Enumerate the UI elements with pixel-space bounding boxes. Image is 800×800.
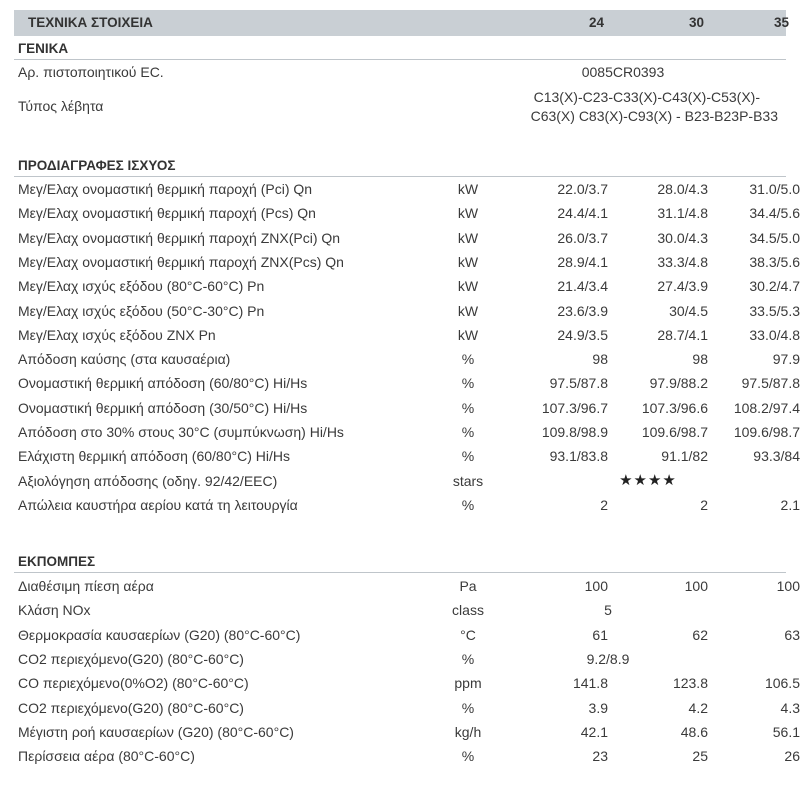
table-row — [18, 371, 800, 395]
value-col-24: 24.9/3.5 — [557, 326, 608, 343]
value-col-30: 2 — [700, 496, 708, 513]
value-col-30: 30/4.5 — [669, 302, 708, 319]
value-col-24: 42.1 — [580, 723, 608, 740]
value-col-35: 100 — [776, 578, 800, 594]
value-col-24: 97.5/87.8 — [549, 375, 608, 392]
value-col-35: 33.0/4.8 — [749, 326, 800, 343]
table-row — [18, 744, 800, 768]
value-col-30: 30.0/4.3 — [657, 229, 708, 246]
value-col-30: 33.3/4.8 — [657, 253, 708, 270]
table-row — [18, 696, 800, 720]
row-label: Περίσσεια αέρα (80°C-60°C) — [18, 748, 195, 765]
value-col-35: 106.5 — [764, 675, 800, 692]
boiler-type-line-1: C13(X)-C23-C33(X)-C43(X)-C53(X)- — [533, 89, 760, 105]
row-label: Αξιολόγηση απόδοσης (οδηγ. 92/42/EEC) — [18, 472, 278, 489]
value-col-30: 91.1/82 — [661, 448, 708, 465]
row-label: Μεγ/Ελαχ ονομαστική θερμική παροχή ZNX(Pcs) Qn — [18, 253, 344, 270]
value-col-24: 98 — [592, 351, 608, 368]
table-row — [18, 647, 788, 671]
table-row — [18, 671, 800, 695]
value-col-24: 109.8/98.9 — [541, 424, 608, 440]
value-all-models: 9.2/8.9 — [586, 650, 630, 667]
row-unit: % — [461, 650, 475, 667]
row-unit: kW — [457, 278, 479, 295]
row-unit: % — [461, 448, 475, 465]
table-row — [18, 177, 800, 201]
row-label: Μεγ/Ελαχ ονομαστική θερμική παροχή ZNX(Pci) Qn — [18, 229, 341, 246]
value-col-30: 109.6/98.7 — [641, 424, 708, 440]
row-unit: kW — [457, 253, 479, 270]
row-label: Απόδοση καύσης (στα καυσαέρια) — [18, 351, 231, 368]
value-col-35: 34.5/5.0 — [749, 229, 800, 246]
row-unit: kg/h — [454, 723, 482, 740]
value-col-24: 141.8 — [572, 675, 608, 692]
value-col-35: 97.9 — [772, 351, 800, 368]
table-header-bar — [14, 10, 789, 36]
value-col-24: 26.0/3.7 — [557, 229, 608, 246]
value-all-models: 5 — [604, 602, 612, 619]
row-unit: % — [461, 699, 475, 716]
row-label: Ελάχιστη θερμική απόδοση (60/80°C) Hi/Hs — [18, 448, 290, 465]
column-header-35: 35 — [773, 15, 789, 30]
row-unit: Pa — [459, 578, 477, 594]
table-row — [18, 250, 800, 274]
table-row — [18, 323, 800, 347]
value-col-30: 100 — [684, 578, 708, 594]
value-col-30: 25 — [692, 748, 708, 765]
row-label: Απώλεια καυστήρα αερίου κατά τη λειτουργία — [18, 496, 298, 513]
value-col-24: 107.3/96.7 — [541, 399, 608, 416]
value-col-30: 62 — [692, 626, 708, 643]
table-row — [18, 299, 800, 323]
boiler-type-line-2: C63(X) C83(X)-C93(X) - B23-B23P-B33 — [530, 108, 778, 124]
table-row — [18, 493, 800, 517]
value-col-30: 98 — [692, 351, 708, 368]
table-row — [18, 347, 800, 371]
value-col-30: 48.6 — [680, 723, 708, 740]
row-unit: °C — [460, 626, 476, 643]
value-col-35: 26 — [784, 748, 800, 765]
row-unit: ppm — [454, 675, 482, 692]
row-label: CO περιεχόμενο(0%O2) (80°C-60°C) — [18, 675, 249, 692]
row-unit: % — [461, 351, 475, 368]
value-col-30: 123.8 — [672, 675, 708, 692]
row-label: Μεγ/Ελαχ ονομαστική θερμική παροχή (Pcs) Qn — [18, 205, 316, 222]
row-unit: % — [461, 424, 475, 440]
cert-value: 0085CR0393 — [581, 64, 665, 80]
value-col-30: 4.2 — [688, 699, 708, 716]
row-unit: % — [461, 375, 475, 392]
value-col-30: 97.9/88.2 — [649, 375, 708, 392]
value-col-30: 27.4/3.9 — [657, 278, 708, 295]
value-col-30: 31.1/4.8 — [657, 205, 708, 222]
value-col-24: 21.4/3.4 — [557, 278, 608, 295]
row-label: Μεγ/Ελαχ ισχύς εξόδου ZNX Pn — [18, 326, 216, 343]
value-col-24: 3.9 — [588, 699, 608, 716]
row-label: Διαθέσιμη πίεση αέρα — [18, 578, 154, 594]
table-row — [18, 623, 800, 647]
table-title: ΤΕΧΝΙΚΑ ΣΤΟΙΧΕΙΑ — [28, 15, 153, 30]
value-col-35: 34.4/5.6 — [749, 205, 800, 222]
table-row — [18, 420, 800, 444]
row-label: Απόδοση στο 30% στους 30°C (συμπύκνωση) Hi/Hs — [18, 424, 344, 440]
row-unit: % — [461, 496, 475, 513]
row-unit: kW — [457, 326, 479, 343]
cert-row — [18, 64, 788, 84]
value-col-24: 22.0/3.7 — [557, 181, 608, 197]
row-unit: % — [461, 748, 475, 765]
value-col-35: 30.2/4.7 — [749, 278, 800, 295]
value-col-35: 93.3/84 — [753, 448, 800, 465]
value-col-35: 109.6/98.7 — [733, 424, 800, 440]
rating-stars-icon: ★★★★ — [619, 471, 677, 489]
value-col-35: 97.5/87.8 — [741, 375, 800, 392]
table-row — [18, 274, 800, 298]
value-col-35: 31.0/5.0 — [749, 181, 800, 197]
table-row — [18, 574, 800, 598]
value-col-24: 2 — [600, 496, 608, 513]
value-col-35: 4.3 — [780, 699, 800, 716]
cert-label: Αρ. πιστοποιητικού EC. — [18, 64, 164, 80]
table-row — [18, 444, 800, 468]
value-col-24: 23.6/3.9 — [557, 302, 608, 319]
row-unit: class — [452, 602, 484, 619]
table-row — [18, 396, 800, 420]
row-label: Μεγ/Ελαχ ονομαστική θερμική παροχή (Pci) Qn — [18, 181, 313, 197]
row-label: Ονομαστική θερμική απόδοση (60/80°C) Hi/Hs — [18, 375, 308, 392]
value-col-35: 56.1 — [772, 723, 800, 740]
table-row — [18, 226, 800, 250]
value-col-24: 23 — [592, 748, 608, 765]
value-col-24: 24.4/4.1 — [557, 205, 608, 222]
value-col-35: 38.3/5.6 — [749, 253, 800, 270]
section-divider — [14, 572, 786, 573]
row-unit: kW — [457, 181, 479, 197]
value-col-24: 100 — [584, 578, 608, 594]
column-header-24: 24 — [588, 15, 604, 30]
row-unit: kW — [457, 205, 479, 222]
table-row — [18, 201, 800, 225]
value-col-35: 2.1 — [780, 496, 800, 513]
value-col-30: 107.3/96.6 — [641, 399, 708, 416]
value-col-35: 33.5/5.3 — [749, 302, 800, 319]
value-col-24: 61 — [592, 626, 608, 643]
section-title-power: ΠΡΟΔΙΑΓΡΑΦΕΣ ΙΣΧΥΟΣ — [18, 158, 176, 173]
boiler-type-label: Τύπος λέβητα — [18, 98, 104, 114]
value-col-30: 28.0/4.3 — [657, 181, 708, 197]
value-col-30: 28.7/4.1 — [657, 326, 708, 343]
section-title-general: ΓΕΝΙΚΑ — [18, 41, 69, 56]
row-label: Μέγιστη ροή καυσαερίων (G20) (80°C-60°C) — [18, 723, 294, 740]
row-label: Κλάση NOx — [18, 602, 91, 619]
row-label: CO2 περιεχόμενο(G20) (80°C-60°C) — [18, 699, 244, 716]
row-label: Θερμοκρασία καυσαερίων (G20) (80°C-60°C) — [18, 626, 301, 643]
table-row — [18, 469, 788, 493]
row-label: Μεγ/Ελαχ ισχύς εξόδου (80°C-60°C) Pn — [18, 278, 265, 295]
row-unit: % — [461, 399, 475, 416]
row-label: CO2 περιεχόμενο(G20) (80°C-60°C) — [18, 650, 244, 667]
row-unit: kW — [457, 229, 479, 246]
table-row — [18, 720, 800, 744]
row-label: Ονομαστική θερμική απόδοση (30/50°C) Hi/Hs — [18, 399, 308, 416]
column-header-30: 30 — [688, 15, 704, 30]
row-unit: kW — [457, 302, 479, 319]
row-unit: stars — [452, 472, 484, 489]
row-label: Μεγ/Ελαχ ισχύς εξόδου (50°C-30°C) Pn — [18, 302, 265, 319]
value-col-35: 108.2/97.4 — [733, 399, 800, 416]
value-col-24: 93.1/83.8 — [549, 448, 608, 465]
section-title-emissions: ΕΚΠΟΜΠΕΣ — [18, 554, 96, 569]
table-row — [18, 598, 788, 622]
value-col-35: 63 — [784, 626, 800, 643]
section-divider — [14, 59, 786, 60]
value-col-24: 28.9/4.1 — [557, 253, 608, 270]
